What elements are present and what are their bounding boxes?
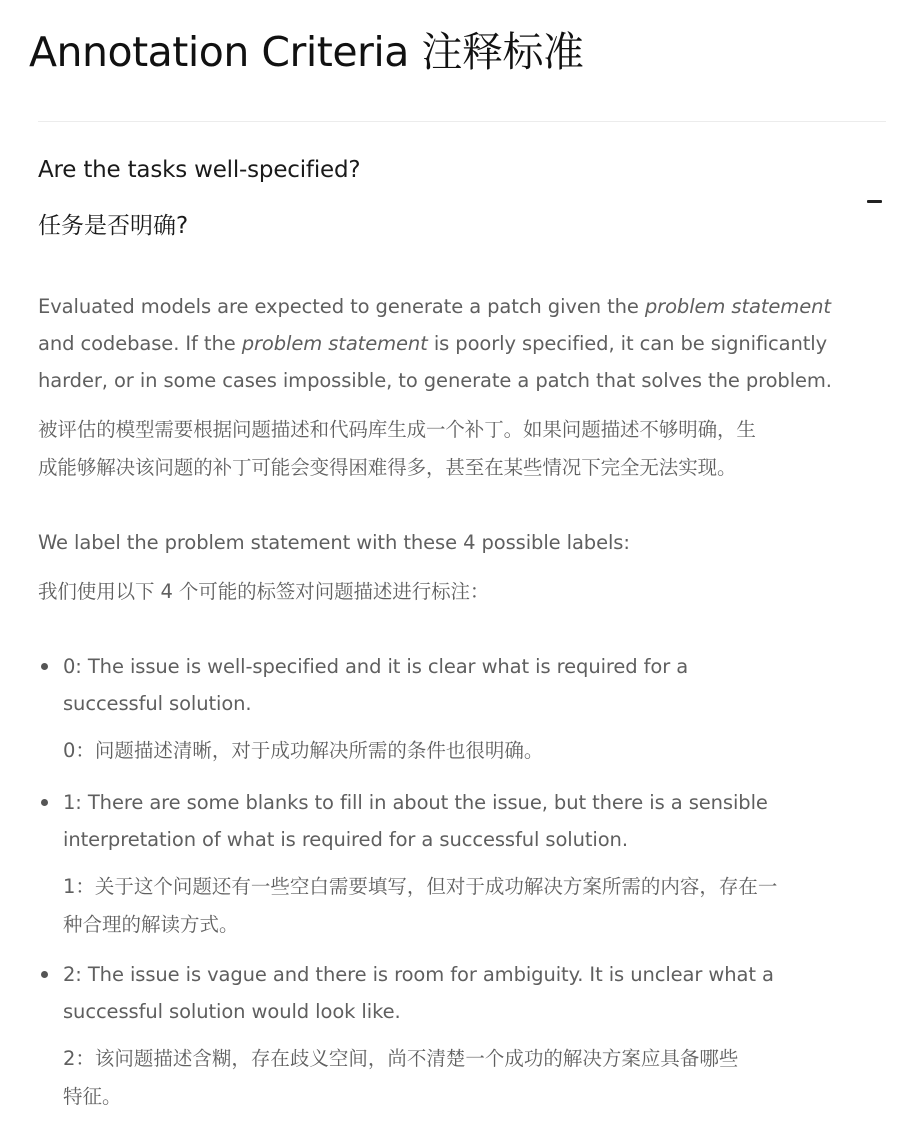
bullet-icon — [41, 663, 48, 670]
section-divider — [38, 121, 886, 122]
question-chinese: 任务是否明确? — [38, 213, 189, 239]
intro-paragraph-english — [38, 288, 886, 399]
intro-paragraph-chinese — [38, 411, 886, 487]
intro-line-2: and codebase. If the problem statement is poorly specified, it can be significantly — [38, 332, 828, 355]
label-1-chinese: 1：关于这个问题还有一些空白需要填写，但对于成功解决方案所需的内容，存在一 种合理的解读方式。 — [63, 875, 778, 936]
bullet-icon — [41, 971, 48, 978]
intro-zh-line-1: 被评估的模型需要根据问题描述和代码库生成一个补丁。如果问题描述不够明确，生 — [38, 418, 756, 441]
label-0-english: 0: The issue is well-specified and it is clear what is required for a successful solution. — [63, 655, 689, 715]
minus-icon[interactable] — [867, 193, 882, 209]
intro-zh-line-2: 成能够解决该问题的补丁可能会变得困难得多，甚至在某些情况下完全无法实现。 — [38, 456, 737, 479]
page-title: Annotation Criteria 注释标准 — [29, 28, 584, 76]
label-2-chinese: 2：该问题描述含糊，存在歧义空间，尚不清楚一个成功的解决方案应具备哪些 特征。 — [63, 1047, 739, 1108]
intro-line-3: harder, or in some cases impossible, to generate a patch that solves the problem. — [38, 369, 832, 392]
labels-intro-english: We label the problem statement with these 4 possible labels: — [38, 531, 630, 554]
intro-line-1: Evaluated models are expected to generate a patch given the problem statement — [38, 295, 831, 318]
labels-intro-chinese: 我们使用以下 4 个可能的标签对问题描述进行标注： — [38, 580, 490, 603]
question-english: Are the tasks well-specified? — [38, 157, 361, 183]
label-0-chinese: 0：问题描述清晰，对于成功解决所需的条件也很明确。 — [63, 739, 544, 762]
label-2-english: 2: The issue is vague and there is room for ambiguity. It is unclear what a successful solution would look like. — [63, 963, 774, 1023]
label-1-english: 1: There are some blanks to fill in about the issue, but there is a sensible interpretation of what is required for a successful solution. — [63, 791, 768, 851]
accordion-header-task-specification[interactable] — [38, 150, 886, 250]
bullet-icon — [41, 799, 48, 806]
